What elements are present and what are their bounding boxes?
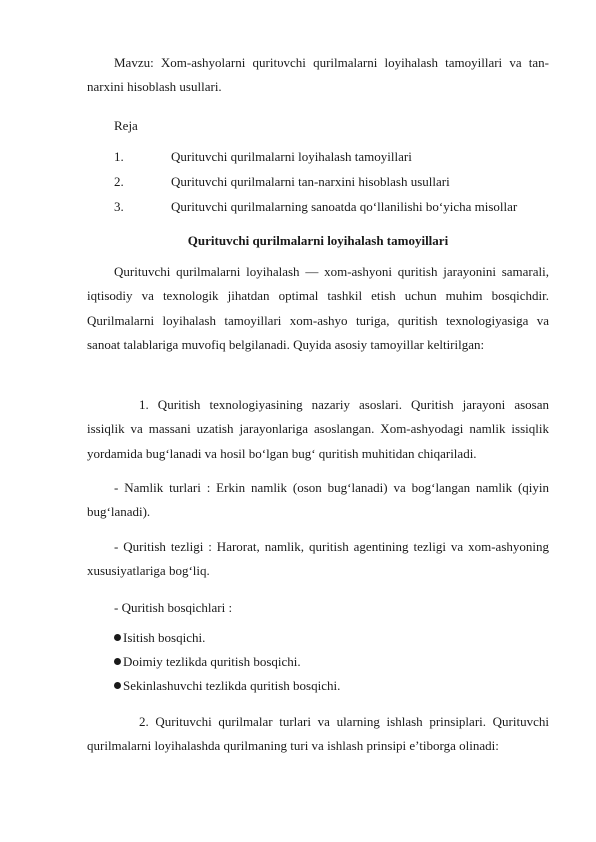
drying-stages-label: - Quritish bosqichlari : (114, 600, 233, 615)
stage-text: Doimiy tezlikda quritish bosqichi. (123, 654, 301, 669)
bullet-icon (114, 682, 121, 689)
stage-text: Sekinlashuvchi tezlikda quritish bosqichi. (123, 678, 341, 693)
plan-item-text: Qurituvchi qurilmalarni tan-narxini hisoblash usullari (171, 174, 450, 189)
section-heading: Qurituvchi qurilmalarni loyihalash tamoyillari (187, 233, 449, 248)
stage-text: Isitish bosqichi. (123, 630, 206, 645)
topic-paragraph: Mavzu: Xom-ashyolarni quritυvchi qurilmalarni loyihalash tamoyillari va tan-narxini hisoblash usullari. (87, 55, 549, 95)
point-2-paragraph: 2. Qurituvchi qurilmalar turlari va ularning ishlash prinsiplari. Qurituvchi qurilmalarni loyihalashda qurilmaning turi va ishlash prinsipi e’tiborga olinadi: (87, 714, 549, 754)
point-1-paragraph: 1. Quritish texnologiyasining nazariy asoslari. Quritish jarayoni asosan issiqlik va massani uzatish jarayonlariga asoslangan. Xom-ashyodagi namlik issiqlik yordamida bug‘lanadi va hosil bo‘lgan bug‘ quritish muhitidan chiqariladi. (87, 397, 549, 461)
stage-item-1 (114, 628, 205, 648)
moisture-types-paragraph: - Namlik turlari : Erkin namlik (oson bug‘lanadi) va bog‘langan namlik (qiyin bug‘lanadi). (87, 480, 549, 520)
intro-paragraph: Qurituvchi qurilmalarni loyihalash — xom-ashyoni quritish jarayonini samarali, iqtisodiy va texnologik jihatdan optimal tashkil etish uchun muhim bosqichdir. Qurilmalarni loyihalash tamoyillari xom-ashyo turiga, quritish texnologiyasiga va sanoat talablariga muvofiq belgilanadi. Quyida asosiy tamoyillar keltirilgan: (87, 264, 549, 352)
plan-item-number: 3. (114, 199, 124, 214)
bullet-icon (114, 634, 121, 641)
drying-rate-paragraph: - Quritish tezligi : Harorat, namlik, quritish agentining tezligi va xom-ashyoning xususiyatlariga bog‘liq. (87, 539, 549, 579)
plan-item-text: Qurituvchi qurilmalarning sanoatda qo‘llanilishi bo‘yicha misollar (171, 199, 518, 214)
plan-item-1 (114, 147, 412, 167)
plan-label: Reja (114, 118, 138, 133)
plan-item-2 (114, 172, 450, 192)
plan-item-text: Qurituvchi qurilmalarni loyihalash tamoyillari (171, 149, 412, 164)
plan-item-number: 1. (114, 149, 124, 164)
plan-item-3 (114, 197, 517, 217)
stage-item-2 (114, 652, 301, 672)
plan-item-number: 2. (114, 174, 124, 189)
stage-item-3 (114, 676, 340, 696)
bullet-icon (114, 658, 121, 665)
